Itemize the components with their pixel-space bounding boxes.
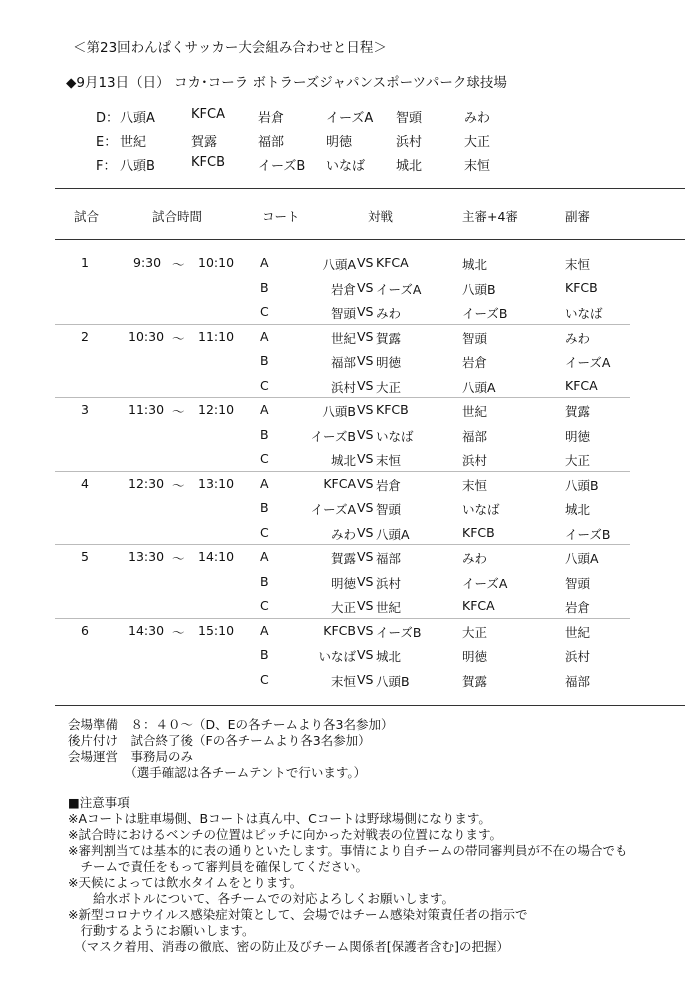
match-court-row (0, 353, 700, 377)
court-label: B (260, 574, 269, 589)
match-court-row (0, 574, 700, 598)
group-team: 岩倉 (258, 111, 285, 126)
time-tilde: ～ (172, 257, 185, 272)
header-match: 試合 (74, 209, 100, 224)
vs-label: VS (357, 672, 374, 687)
match-court-row (0, 255, 700, 279)
vs-label: VS (357, 647, 374, 662)
vs-label: VS (357, 574, 374, 589)
away-team: 八頭A (376, 527, 410, 542)
away-team: KFCB (376, 402, 409, 417)
court-label: A (260, 329, 269, 344)
group-label: D： (96, 111, 120, 126)
document-title: ＜第23回わんぱくサッカー大会組み合わせと日程＞ (73, 40, 387, 56)
header-pairing: 対戦 (368, 209, 394, 224)
court-label: C (260, 451, 269, 466)
away-team: 大正 (376, 380, 402, 395)
away-team: 智頭 (376, 502, 402, 517)
group-team: 賀露 (191, 135, 218, 150)
court-label: B (260, 500, 269, 515)
note-line: 給水ボトルについて、各チームでの対応よろしくお願いします。 (68, 891, 455, 906)
match-court-row (0, 329, 700, 353)
home-team: 末恒 (330, 674, 356, 689)
match-divider (55, 324, 630, 325)
group-team: 八頭B (120, 159, 155, 174)
sub-referee: 福部 (565, 674, 591, 689)
sub-referee: 智頭 (565, 576, 591, 591)
group-team: 智頭 (396, 111, 423, 126)
group-team: みわ (464, 111, 491, 126)
away-team: 岩倉 (376, 478, 402, 493)
note-line: チームで責任をもって審判員を確保してください。 (68, 859, 369, 874)
group-team: イーズA (326, 111, 374, 126)
match-start-time: 10:30 (128, 329, 165, 344)
match-number: 6 (81, 623, 89, 638)
away-team: 賀露 (376, 331, 402, 346)
group-row (98, 131, 618, 153)
time-tilde: ～ (172, 625, 185, 640)
operations-line: 後片付け 試合終了後（Fの各チームより各3名参加） (68, 733, 371, 748)
home-team: KFCA (323, 476, 356, 491)
vs-label: VS (357, 476, 374, 491)
sub-referee: 岩倉 (565, 600, 591, 615)
group-team: いなば (326, 159, 366, 174)
sub-referee: 末恒 (565, 257, 591, 272)
vs-label: VS (357, 402, 374, 417)
away-team: 城北 (376, 649, 402, 664)
vs-label: VS (357, 598, 374, 613)
away-team: 八頭B (376, 674, 410, 689)
group-team: 大正 (464, 135, 491, 150)
vs-label: VS (357, 427, 374, 442)
home-team: 福部 (330, 355, 356, 370)
note-line: ※天候によっては飲水タイムをとります。 (68, 875, 303, 890)
group-team: 八頭A (120, 111, 155, 126)
match-court-row (0, 402, 700, 426)
group-team: 末恒 (464, 159, 491, 174)
match-court-row (0, 378, 700, 402)
away-team: 明徳 (376, 355, 402, 370)
court-label: A (260, 476, 269, 491)
match-court-row (0, 427, 700, 451)
match-end-time: 14:10 (198, 549, 235, 564)
referee: 福部 (462, 429, 488, 444)
sub-referee: イーズA (565, 355, 611, 370)
away-team: イーズB (376, 625, 422, 640)
match-end-time: 11:10 (198, 329, 235, 344)
operations-line: （選手確認は各チームテントで行います。） (68, 765, 367, 780)
time-tilde: ～ (172, 331, 185, 346)
operations-block (68, 717, 393, 781)
match-divider (55, 618, 630, 619)
match-start-time: 12:30 (128, 476, 165, 491)
referee: 末恒 (462, 478, 488, 493)
sub-referee: 明徳 (565, 429, 591, 444)
away-team: みわ (376, 306, 402, 321)
match-number: 5 (81, 549, 89, 564)
referee: 浜村 (462, 453, 488, 468)
sub-referee: 大正 (565, 453, 591, 468)
court-label: A (260, 255, 269, 270)
time-tilde: ～ (172, 478, 185, 493)
match-end-time: 13:10 (198, 476, 235, 491)
referee: 智頭 (462, 331, 488, 346)
note-line: ※試合時におけるベンチの位置はピッチに向かった対戦表の位置になります。 (68, 827, 502, 842)
note-line: ※Aコートは駐車場側、Bコートは真ん中、Cコートは野球場側になります。 (68, 811, 491, 826)
referee: 明徳 (462, 649, 488, 664)
home-team: 八頭A (322, 257, 356, 272)
match-divider (55, 471, 630, 472)
table-top-rule (55, 188, 685, 189)
match-court-row (0, 549, 700, 573)
sub-referee: 八頭B (565, 478, 599, 493)
match-end-time: 15:10 (198, 623, 235, 638)
match-court-row (0, 476, 700, 500)
vs-label: VS (357, 353, 374, 368)
court-label: B (260, 647, 269, 662)
home-team: 城北 (330, 453, 356, 468)
group-team: 城北 (396, 159, 423, 174)
home-team: 八頭B (322, 404, 356, 419)
notes-list (68, 811, 627, 955)
referee: 賀露 (462, 674, 488, 689)
home-team: 智頭 (330, 306, 356, 321)
vs-label: VS (357, 500, 374, 515)
home-team: 岩倉 (330, 282, 356, 297)
note-line: ※審判割当ては基本的に表の通りといたします。事情により自チームの帯同審判員が不在の場合でも (68, 843, 628, 858)
note-line: 行動するようにお願いします。 (68, 923, 255, 938)
referee: 岩倉 (462, 355, 488, 370)
match-court-row (0, 672, 700, 696)
away-team: 世紀 (376, 600, 402, 615)
referee: KFCA (462, 598, 495, 613)
home-team: 世紀 (330, 331, 356, 346)
match-court-row (0, 280, 700, 304)
away-team: イーズA (376, 282, 422, 297)
notes-heading: ■注意事項 (68, 795, 130, 810)
away-team: 浜村 (376, 576, 402, 591)
away-team: KFCA (376, 255, 409, 270)
vs-label: VS (357, 329, 374, 344)
vs-label: VS (357, 525, 374, 540)
group-label: E： (96, 135, 118, 150)
referee: 八頭B (462, 282, 496, 297)
group-row (98, 155, 618, 177)
home-team: イーズA (310, 502, 356, 517)
time-tilde: ～ (172, 551, 185, 566)
court-label: B (260, 427, 269, 442)
sub-referee: KFCB (565, 280, 598, 295)
match-end-time: 10:10 (198, 255, 235, 270)
note-line: ※新型コロナウイルス感染症対策として、会場ではチーム感染対策責任者の指示で (68, 907, 528, 922)
group-team: 明徳 (326, 135, 353, 150)
match-number: 2 (81, 329, 89, 344)
sub-referee: みわ (565, 331, 591, 346)
away-team: 末恒 (376, 453, 402, 468)
referee: みわ (462, 551, 488, 566)
home-team: 大正 (330, 600, 356, 615)
time-tilde: ～ (172, 404, 185, 419)
match-start-time: 11:30 (128, 402, 165, 417)
group-label: F： (96, 159, 117, 174)
court-label: C (260, 378, 269, 393)
referee: 世紀 (462, 404, 488, 419)
court-label: C (260, 672, 269, 687)
referee: 八頭A (462, 380, 496, 395)
group-team: 世紀 (120, 135, 147, 150)
match-number: 3 (81, 402, 89, 417)
group-row (98, 107, 618, 129)
sub-referee: 浜村 (565, 649, 591, 664)
note-line: （マスク着用、消毒の徹底、密の防止及びチーム関係者[保護者含む]の把握） (68, 939, 510, 954)
home-team: みわ (330, 527, 356, 542)
group-team: 福部 (258, 135, 285, 150)
match-end-time: 12:10 (198, 402, 235, 417)
header-sub-referee: 副審 (565, 209, 591, 224)
home-team: イーズB (310, 429, 356, 444)
referee: KFCB (462, 525, 495, 540)
vs-label: VS (357, 378, 374, 393)
referee: 大正 (462, 625, 488, 640)
court-label: A (260, 549, 269, 564)
home-team: 賀露 (330, 551, 356, 566)
group-team: KFCA (191, 107, 225, 122)
court-label: B (260, 353, 269, 368)
referee: イーズB (462, 306, 508, 321)
match-court-row (0, 525, 700, 549)
notes-block (68, 795, 627, 955)
match-start-time: 14:30 (128, 623, 165, 638)
sub-referee: 城北 (565, 502, 591, 517)
header-referee: 主審+4審 (462, 209, 518, 224)
court-label: A (260, 402, 269, 417)
venue-line: ◆9月13日（日） コカ･コーラ ボトラーズジャパンスポーツパーク球技場 (66, 75, 507, 91)
table-bottom-rule (55, 705, 685, 706)
home-team: いなば (318, 649, 356, 664)
group-team: イーズB (258, 159, 306, 174)
match-number: 1 (81, 255, 89, 270)
group-team: 浜村 (396, 135, 423, 150)
away-team: いなば (376, 429, 414, 444)
vs-label: VS (357, 623, 374, 638)
match-divider (55, 397, 630, 398)
match-start-time: 9:30 (133, 255, 162, 270)
match-court-row (0, 500, 700, 524)
header-time: 試合時間 (152, 209, 203, 224)
operations-line: 会場運営 事務局のみ (68, 749, 194, 764)
operations-line: 会場準備 ８：４０～（D、Eの各チームより各3名参加） (68, 717, 394, 732)
sub-referee: 世紀 (565, 625, 591, 640)
court-label: C (260, 304, 269, 319)
court-label: B (260, 280, 269, 295)
referee: イーズA (462, 576, 508, 591)
referee: 城北 (462, 257, 488, 272)
header-rule (55, 239, 685, 240)
sub-referee: いなば (565, 306, 603, 321)
sub-referee: 賀露 (565, 404, 591, 419)
court-label: A (260, 623, 269, 638)
vs-label: VS (357, 304, 374, 319)
vs-label: VS (357, 549, 374, 564)
match-number: 4 (81, 476, 89, 491)
vs-label: VS (357, 280, 374, 295)
home-team: 浜村 (330, 380, 356, 395)
sub-referee: イーズB (565, 527, 611, 542)
sub-referee: 八頭A (565, 551, 599, 566)
court-label: C (260, 525, 269, 540)
match-court-row (0, 623, 700, 647)
group-team: KFCB (191, 155, 225, 170)
vs-label: VS (357, 451, 374, 466)
home-team: 明徳 (330, 576, 356, 591)
match-start-time: 13:30 (128, 549, 165, 564)
sub-referee: KFCA (565, 378, 598, 393)
home-team: KFCB (323, 623, 356, 638)
referee: いなば (462, 502, 500, 517)
match-divider (55, 544, 630, 545)
match-court-row (0, 647, 700, 671)
away-team: 福部 (376, 551, 402, 566)
vs-label: VS (357, 255, 374, 270)
header-court: コート (262, 209, 300, 224)
court-label: C (260, 598, 269, 613)
